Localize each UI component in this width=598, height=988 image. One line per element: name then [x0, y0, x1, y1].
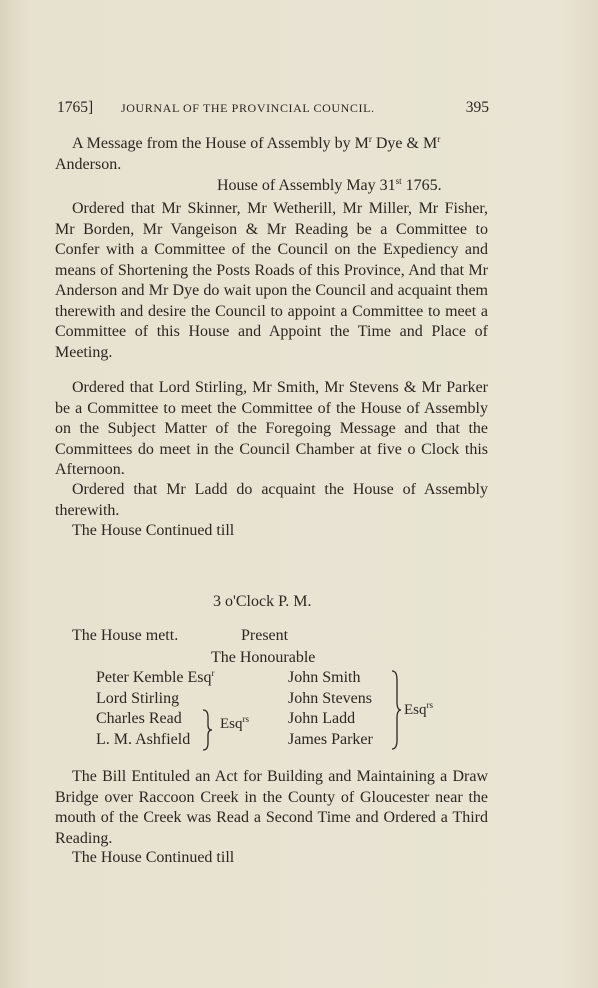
message-line-2: Anderson. [55, 155, 122, 173]
message-line-1: A Message from the House of Assembly by $M^r$ Dye & $M^r$ [72, 134, 441, 152]
message-paragraph [55, 134, 488, 175]
right-name-2: John Stevens [288, 690, 372, 707]
right-esq: Esq$^{rs}$ [404, 700, 433, 718]
committee-order-paragraph: Ordered that Mr Skinner, Mr Wetherill, Mr Miller, Mr Fisher, Mr Borden, Mr Vangeison & Mr Reading be a Committee to Confer with a Committee of the Council on the Expediency and means of Shortening the Posts Roads of this Province, And that Mr Anderson and Mr Dye do wait upon the Council and acquaint them therewith and desire the Council to appoint a Committee to meet a Committee of this House and Appoint the Time and Place of Meeting. [55, 200, 488, 361]
session-time: 3 o'Clock P. M. [213, 593, 312, 610]
present-label: Present [241, 627, 289, 644]
left-name-3: Charles Read [96, 710, 182, 727]
header-title: JOURNAL OF THE PROVINCIAL COUNCIL. [121, 101, 375, 115]
left-name-1: Peter Kemble Esq$^r$ [96, 668, 215, 686]
left-esq: Esq$^{rs}$ [220, 714, 249, 732]
house-mett: The House mett. [72, 627, 179, 644]
right-name-4: James Parker [288, 731, 373, 748]
honourable-label: The Honourable [211, 649, 316, 666]
council-committee-paragraph: Ordered that Lord Stirling, Mr Smith, Mr Stevens & Mr Parker be a Committee to meet the Committee of the House of Assembly on the Subject Matter of the Foregoing Message and that the Committees do meet in the Council Chamber at five o Clock this Afternoon. [55, 379, 488, 478]
dateline: House of Assembly May 31st 1765. [217, 176, 442, 194]
page-number: 395 [465, 99, 489, 116]
left-brace [200, 709, 214, 751]
bill-paragraph: The Bill Entituled an Act for Building and Maintaining a Draw Bridge over Raccoon Creek in the County of Gloucester near the mouth of the Creek was Read a Second Time and Ordered a Third Reading. [55, 768, 488, 847]
header-year: 1765] [57, 99, 94, 116]
right-brace [390, 670, 404, 750]
left-name-4: L. M. Ashfield [96, 731, 191, 748]
right-name-1: John Smith [288, 669, 361, 686]
house-continued-2: The House Continued till [72, 849, 235, 866]
house-continued-1: The House Continued till [72, 522, 235, 539]
right-name-3: John Ladd [288, 710, 356, 727]
left-name-2: Lord Stirling [96, 690, 180, 707]
ladd-order-paragraph: Ordered that Mr Ladd do acquaint the House of Assembly therewith. [55, 481, 488, 519]
